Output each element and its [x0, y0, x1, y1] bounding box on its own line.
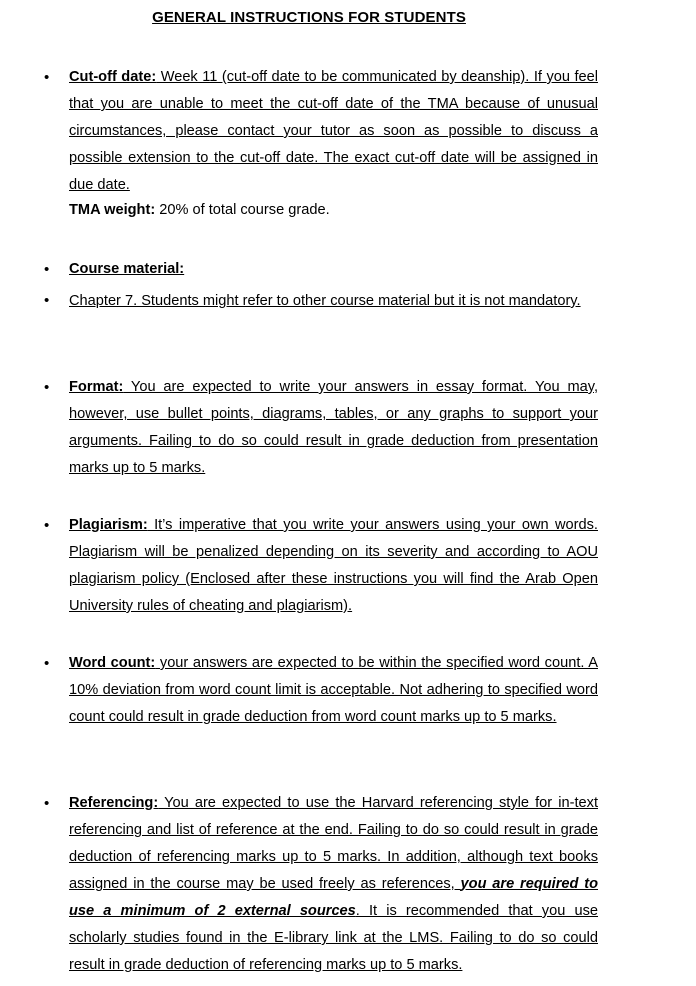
chapter-text: Chapter 7. Students might refer to other course material but it is not mandatory. [69, 293, 581, 309]
bullet-icon: • [44, 69, 50, 86]
referencing-emphasis: you are required to use a minimum of 2 external sources [69, 876, 599, 919]
cutoff-date-label: Cut-off date: [69, 69, 157, 85]
bullet-icon: • [44, 655, 50, 672]
format-item [69, 374, 598, 482]
plagiarism-label: Plagiarism: [69, 517, 148, 533]
chapter-item [69, 287, 598, 316]
word-count-text: your answers are expected to be within the specified word count. A 10% deviation from word count limit is acceptable. Not adhering to specified word count could result in grade deduction from word count marks up to 5 marks. [69, 655, 598, 725]
referencing-label: Referencing: [69, 795, 159, 811]
page-title: GENERAL INSTRUCTIONS FOR STUDENTS [152, 9, 466, 26]
referencing-item [69, 790, 598, 979]
word-count-item [69, 650, 598, 731]
course-material-item [69, 256, 598, 283]
plagiarism-text: It’s imperative that you write your answers using your own words. Plagiarism will be penalized depending on its severity and according to AOU plagiarism policy (Enclosed after these instructions you will find the Arab Open University rules of cheating and plagiarism). [69, 517, 598, 614]
bullet-icon: • [44, 292, 50, 309]
referencing-text-1: You are expected to use the Harvard referencing style for in-text referencing and list of reference at the end. Failing to do so could result in grade deduction of referencing marks up to 5 marks. In addition, although text books assigned in the course may be used freely as references, [69, 795, 598, 892]
bullet-icon: • [44, 261, 50, 278]
bullet-icon: • [44, 517, 50, 534]
format-label: Format: [69, 379, 124, 395]
cutoff-date-text: Week 11 (cut-off date to be communicated by deanship). If you feel that you are unable to meet the cut-off date of the TMA because of unusual circumstances, please contact your tutor as soon as possible to discuss a possible extension to the cut-off date. The exact cut-off date will be assigned in due date. [69, 69, 599, 193]
cutoff-date-item [69, 64, 598, 199]
bullet-icon: • [44, 379, 50, 396]
plagiarism-item [69, 512, 598, 620]
referencing-text-2: . It is recommended that you use scholarly studies found in the E-library link at the LMS. Failing to do so could result in grade deduction of referencing marks up to 5 marks. [69, 903, 599, 973]
tma-weight-text: 20% of total course grade. [155, 202, 330, 218]
tma-weight-line [69, 197, 330, 224]
format-text: You are expected to write your answers in essay format. You may, however, use bullet points, diagrams, tables, or any graphs to support your arguments. Failing to do so could result in grade deduction from presentation marks up to 5 marks. [69, 379, 598, 476]
word-count-label: Word count: [69, 655, 156, 671]
bullet-icon: • [44, 795, 50, 812]
course-material-label: Course material: [69, 261, 185, 277]
tma-weight-label: TMA weight: [69, 202, 156, 218]
